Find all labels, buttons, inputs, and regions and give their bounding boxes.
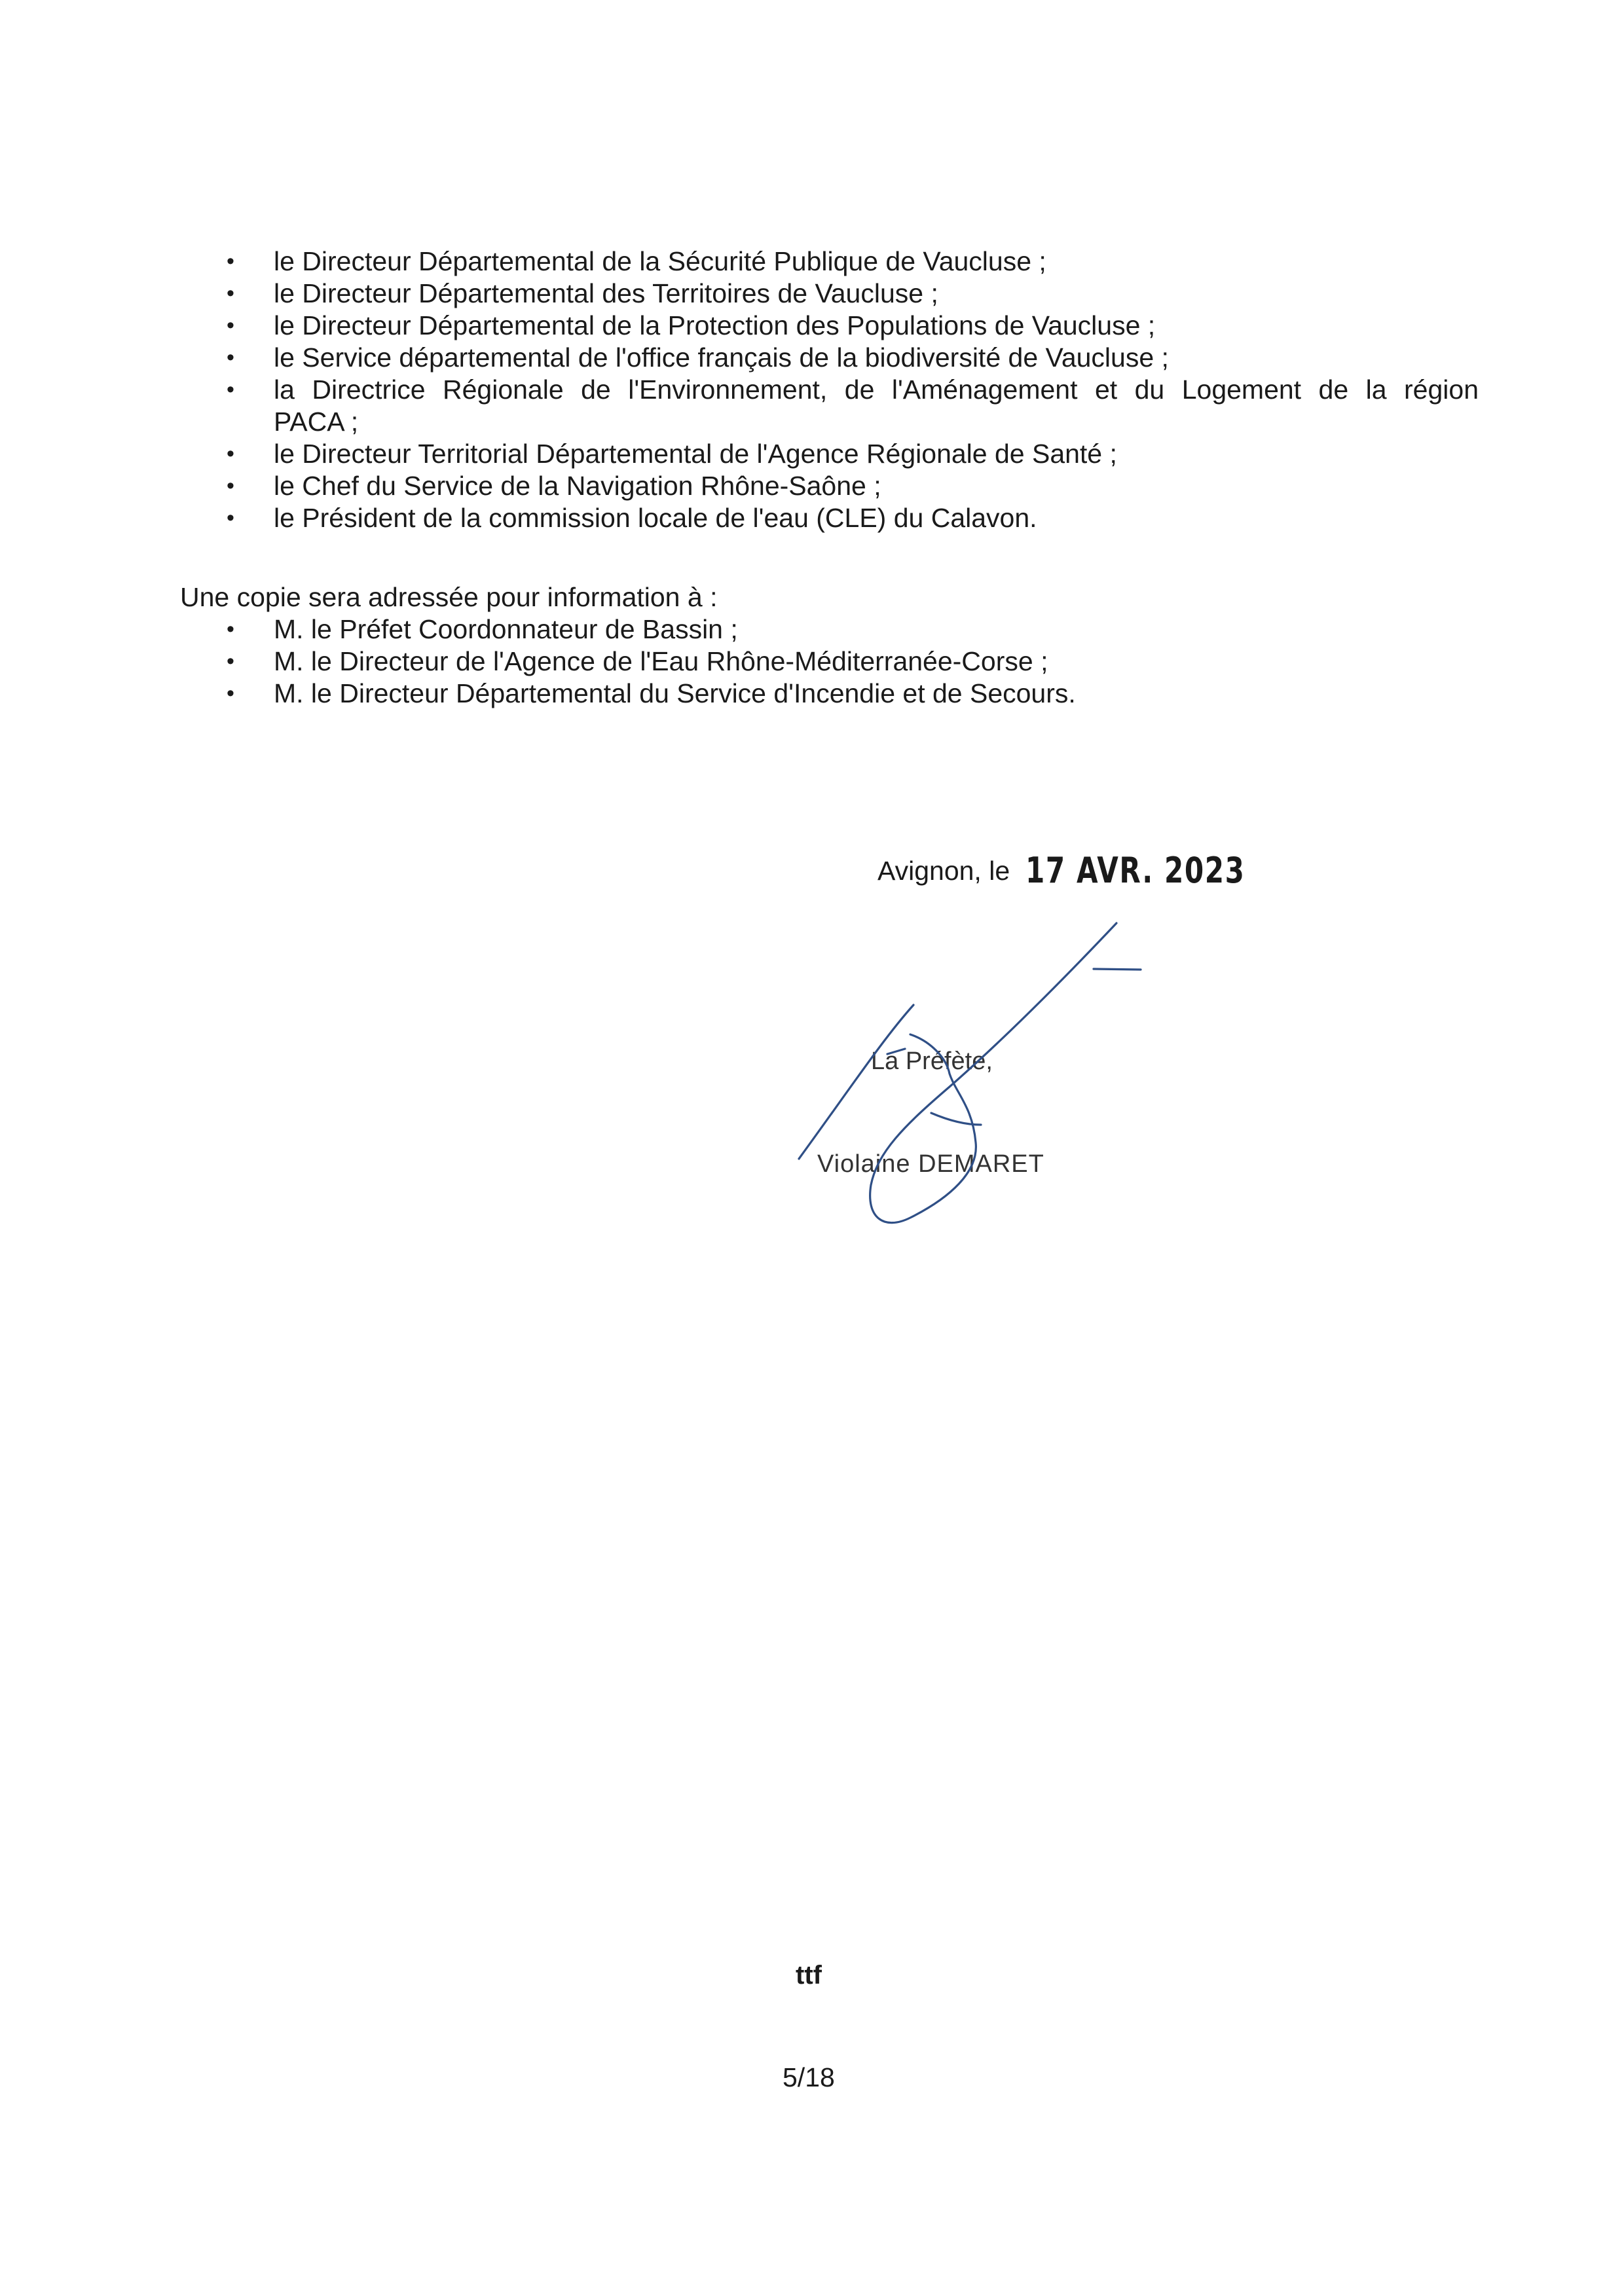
copy-intro: Une copie sera adressée pour information à : [180, 582, 718, 612]
signatory-role: La Préfète, [871, 1048, 993, 1075]
list-item: • le Chef du Service de la Navigation Rhône-Saône ; [227, 471, 881, 501]
copies-list [227, 613, 1479, 710]
bullet-icon: • [227, 473, 234, 498]
signature-image [753, 910, 1179, 1250]
bullet-icon: • [227, 313, 234, 338]
bullet-icon: • [227, 249, 234, 274]
list-item: • la Directrice Régionale de l'Environnement, de l'Aménagement et du Logement de la région [227, 374, 1479, 405]
initials: ttf [796, 1961, 822, 1990]
list-item: • le Directeur Départemental des Territoires de Vaucluse ; [227, 278, 938, 308]
list-item: • le Directeur Départemental de la Sécurité Publique de Vaucluse ; [227, 246, 1046, 276]
signatory-name: Violaine DEMARET [817, 1150, 1044, 1178]
list-item: • le Président de la commission locale de l'eau (CLE) du Calavon. [227, 503, 1037, 533]
bullet-icon: • [227, 345, 234, 370]
date-stamp: 17 AVR. 2023 [1025, 850, 1246, 891]
list-item: • le Directeur Départemental de la Protection des Populations de Vaucluse ; [227, 310, 1156, 340]
date-place: Avignon, le [877, 856, 1010, 886]
bullet-icon: • [227, 377, 234, 402]
bullet-icon: • [227, 617, 234, 642]
bullet-icon: • [227, 505, 234, 530]
bullet-icon: • [227, 649, 234, 674]
list-item: • le Service départemental de l'office français de la biodiversité de Vaucluse ; [227, 342, 1169, 373]
list-item: • M. le Directeur Départemental du Service d'Incendie et de Secours. [227, 678, 1076, 708]
list-item: • M. le Directeur de l'Agence de l'Eau Rhône-Méditerranée-Corse ; [227, 646, 1048, 676]
list-item: • le Directeur Territorial Départemental de l'Agence Régionale de Santé ; [227, 439, 1117, 469]
recipients-list [227, 246, 1479, 534]
date-line [877, 851, 1307, 890]
list-item-continuation: PACA ; [274, 407, 359, 437]
list-item: • M. le Préfet Coordonnateur de Bassin ; [227, 614, 738, 644]
page-number: 5/18 [783, 2062, 835, 2092]
bullet-icon: • [227, 281, 234, 306]
bullet-icon: • [227, 441, 234, 466]
bullet-icon: • [227, 681, 234, 706]
